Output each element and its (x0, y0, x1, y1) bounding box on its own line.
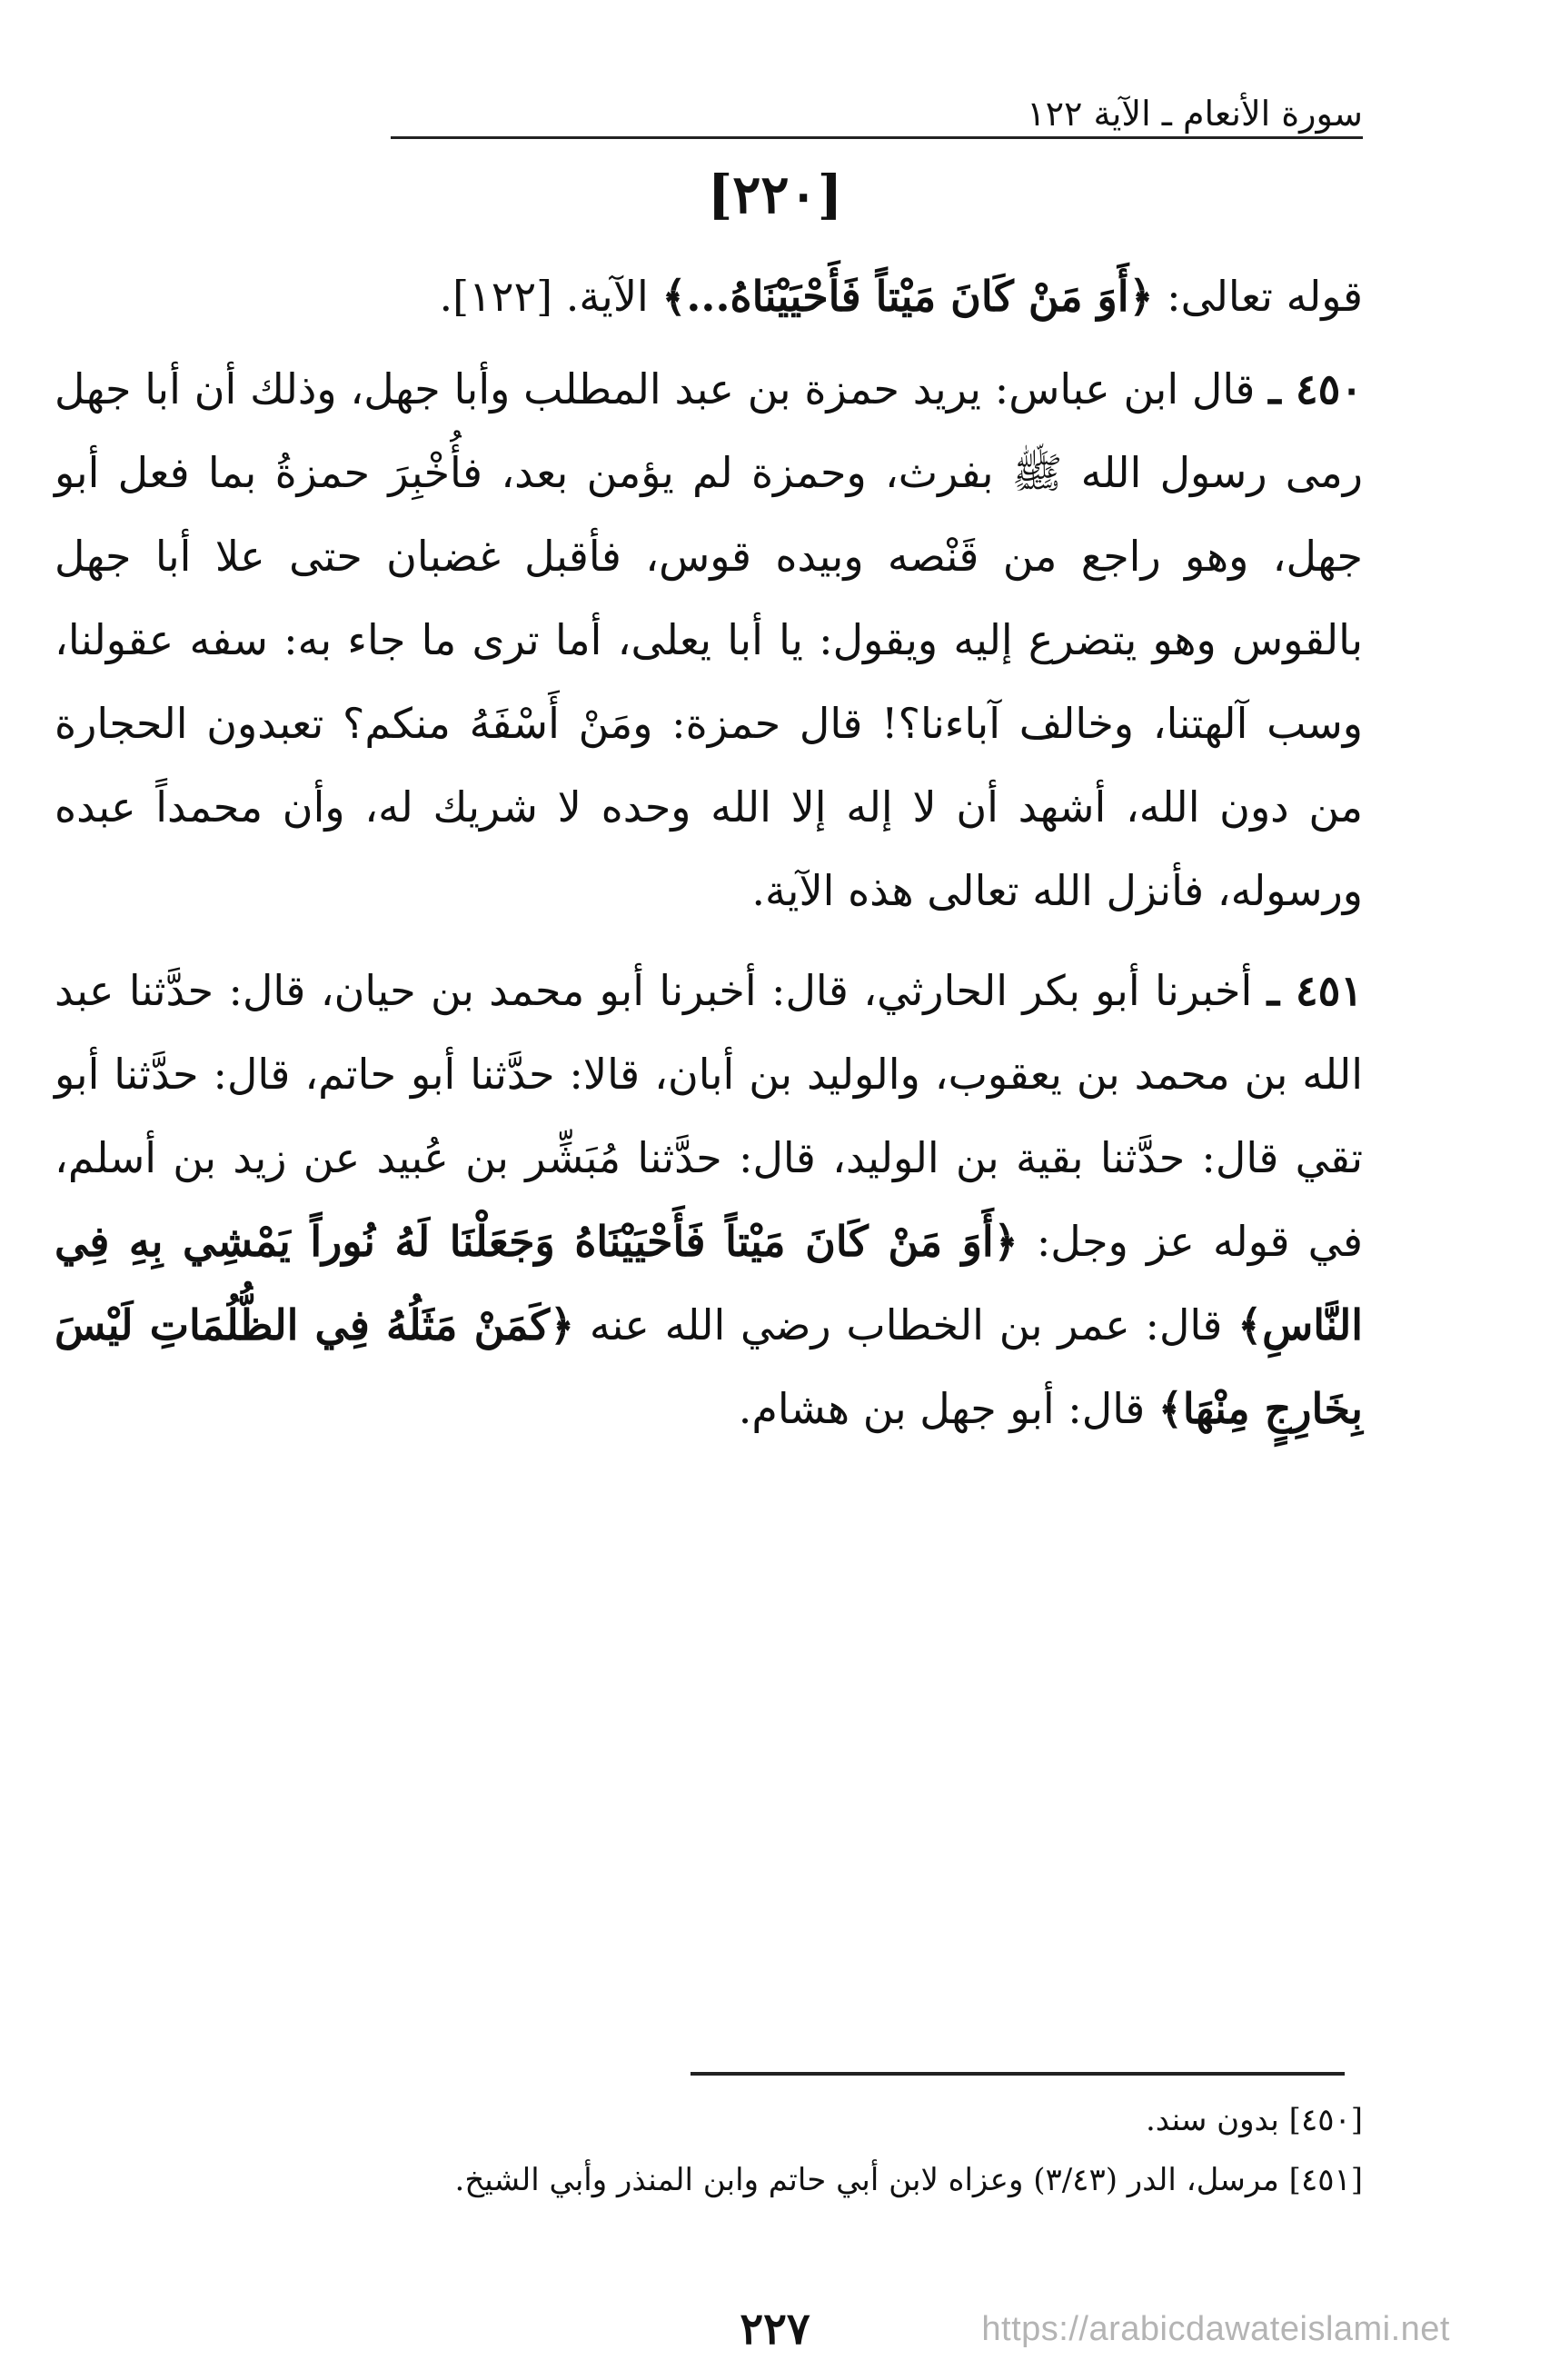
footnotes (55, 2090, 1363, 2210)
narration-number: ٤٥٠ ـ (1268, 364, 1363, 413)
heading-suffix: الآية. [١٢٢]. (439, 272, 649, 321)
footnote: [٤٥١] مرسل، الدر (٣/٤٣) وعزاه لابن أبي حاتم وابن المنذر وأبي الشيخ. (454, 2162, 1363, 2198)
heading-prefix: قوله تعالى: (1167, 272, 1363, 321)
narration-text: أخبرنا أبو بكر الحارثي، قال: أخبرنا أبو محمد بن حيان، قال: حدَّثنا عبد الله بن محمد بن يعقوب، والوليد بن أبان، قالا: حدَّثنا أبو حاتم، قال: حدَّثنا أبو تقي قال: حدَّثنا بقية بن الوليد، قال: حدَّثنا مُبَشِّر بن عُبيد عن زيد بن أسلم، في قوله عز وجل: (55, 966, 1363, 1266)
footnote-rule (691, 2072, 1345, 2076)
running-title: سورة الأنعام ـ الآية ١٢٢ (1027, 94, 1363, 134)
main-text (55, 254, 1363, 1467)
page-number: ٢٢٧ (740, 2304, 810, 2355)
header-rule (391, 136, 1363, 139)
narration-text: قال: عمر بن الخطاب رضي الله عنه (589, 1300, 1223, 1349)
footnote: [٤٥٠] بدون سند. (1145, 2102, 1363, 2138)
heading-verse: ﴿أَوَ مَنْ كَانَ مَيْتاً فَأَحْيَيْنَاهُ...﴾ (661, 272, 1154, 321)
narration-451 (55, 949, 1363, 1450)
watermark-url: https://arabicdawateislami.net (981, 2310, 1450, 2348)
quran-verse: ﴿كَمَنْ مَثَلُهُ فِي الظُّلُمَاتِ لَيْسَ بِخَارِجٍ مِنْهَا﴾ (55, 1300, 1363, 1433)
narration-text: قال ابن عباس: يريد حمزة بن عبد المطلب وأبا جهل، وذلك أن أبا جهل رمى رسول الله ﷺ بفرث، وحمزة لم يؤمن بعد، فأُخْبِرَ حمزةُ بما فعل أبو جهل، وهو راجع من قَنْصه وبيده قوس، فأقبل غضبان حتى علا أبا جهل بالقوس وهو يتضرع إليه ويقول: يا أبا يعلى، أما ترى ما جاء به: سفه عقولنا، وسب آلهتنا، وخالف آباءنا؟! قال حمزة: ومَنْ أَسْفَهُ منكم؟ تعبدون الحجارة من دون الله، أشهد أن لا إله إلا الله وحده لا شريك له، وأن محمداً عبده ورسوله، فأنزل الله تعالى هذه الآية. (55, 364, 1363, 915)
quran-verse: ﴿أَوَ مَنْ كَانَ مَيْتاً فَأَحْيَيْنَاهُ وَجَعَلْنَا لَهُ نُوراً يَمْشِي بِهِ فِي النَّاسِ﴾ (55, 1217, 1363, 1349)
running-header (55, 86, 1363, 150)
narration-450 (55, 347, 1363, 932)
narration-text: قال: أبو جهل بن هشام. (738, 1384, 1146, 1433)
section-heading (55, 254, 1363, 338)
narration-number: ٤٥١ ـ (1267, 966, 1363, 1015)
section-number: [٢٢٠] (707, 164, 843, 225)
